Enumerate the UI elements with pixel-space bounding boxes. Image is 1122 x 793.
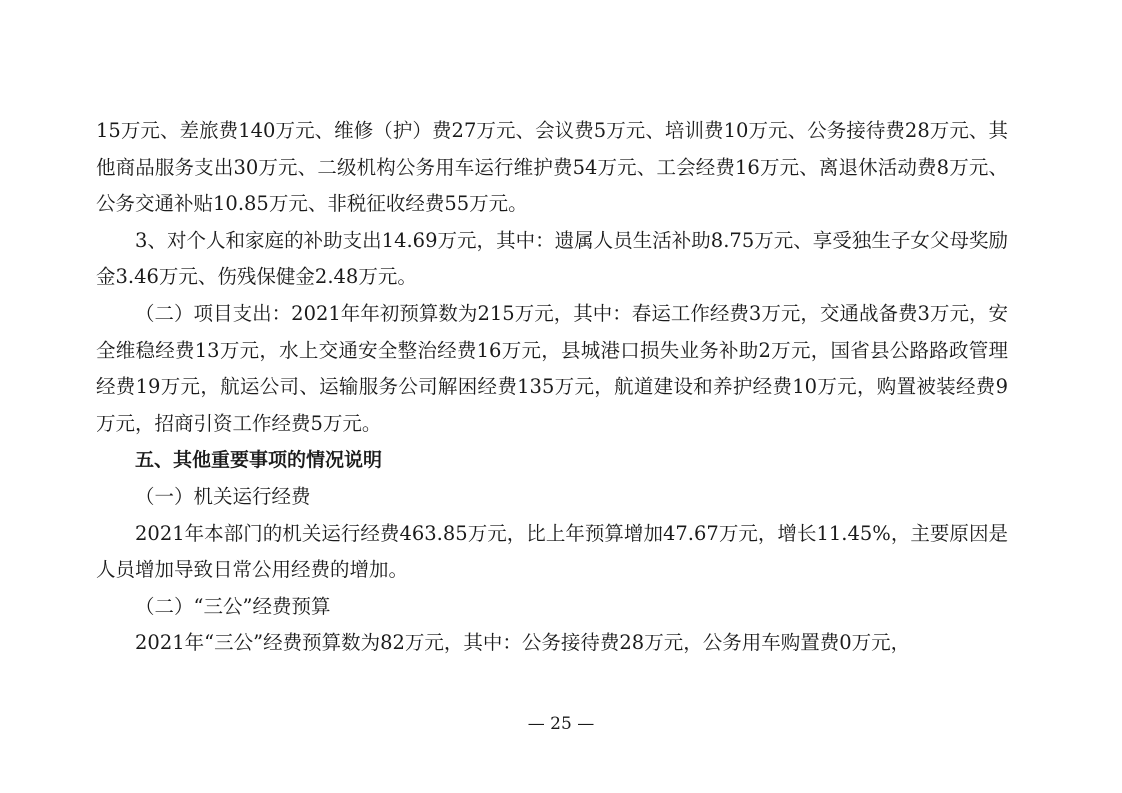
paragraph-project-expenditure: （二）项目支出：2021年年初预算数为215万元，其中：春运工作经费3万元，交通战备费3万元，安全维稳经费13万元，水上交通安全整治经费16万元，县城港口损失业务补助2万元，国省县公路路政管理经费19万元，航运公司、运输服务公司解困经费135万元，航道建设和养护经费10万元，购置被装经费9万元，招商引资工作经费5万元。 xyxy=(96,301,1008,435)
paragraph-personal-subsidy: 3、对个人和家庭的补助支出14.69万元，其中：遗属人员生活补助8.75万元、享受独生子女父母奖励金3.46万元、伤残保健金2.48万元。 xyxy=(96,228,1008,289)
paragraph-operating-funds: 2021年本部门的机关运行经费463.85万元，比上年预算增加47.67万元，增长11.45%，主要原因是人员增加导致日常公用经费的增加。 xyxy=(96,521,1008,582)
paragraph-expense-list: 15万元、差旅费140万元、维修（护）费27万元、会议费5万元、培训费10万元、公务接待费28万元、其他商品服务支出30万元、二级机构公务用车运行维护费54万元、工会经费16万元、离退休活动费8万元、公务交通补贴10.85万元、非税征收经费55万元。 xyxy=(96,119,1008,216)
paragraph-three-public-budget: 2021年“三公”经费预算数为82万元，其中：公务接待费28万元，公务用车购置费0万元， xyxy=(135,631,911,655)
subheading-operating-funds: （一）机关运行经费 xyxy=(135,484,311,508)
document-body xyxy=(96,113,1008,662)
page-number: — 25 — xyxy=(527,714,595,734)
section-heading-other-matters: 五、其他重要事项的情况说明 xyxy=(135,449,383,472)
subheading-three-public-budget: （二）“三公”经费预算 xyxy=(135,594,331,618)
